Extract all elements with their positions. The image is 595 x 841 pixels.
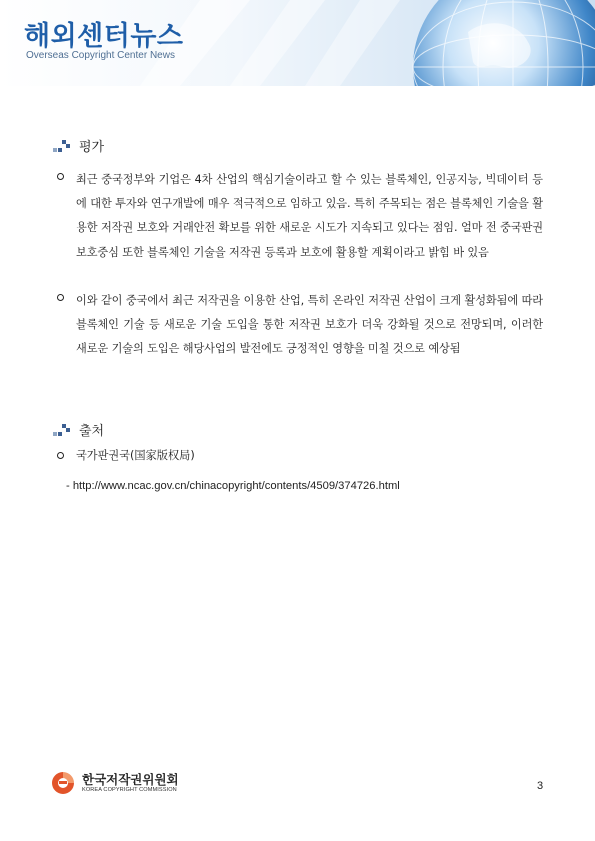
page-number: 3 bbox=[537, 780, 544, 792]
square-bullet-icon bbox=[53, 140, 70, 152]
banner-subtitle: Overseas Copyright Center News bbox=[26, 50, 175, 61]
org-name-ko: 한국저작권위원회 bbox=[82, 772, 179, 787]
circle-bullet-icon bbox=[57, 173, 64, 180]
banner-title: 해외센터뉴스 bbox=[24, 21, 184, 52]
bullet-text: 최근 중국정부와 기업은 4차 산업의 핵심기술이라고 할 수 있는 블록체인, 인공지능, 빅데이터 등에 대한 투자와 연구개발에 매우 적극적으로 임하고 있음. 특히 주목되는 점은 블록체인 기술을 활용한 저작권 보호와 거래안전 확보를 위한 새로운 시도가 지속되고 있다는 점임. 얼마 전 중국판권보호중심 또한 블록체인 기술을 저작권 등록과 보호에 활용할 계획이라고 밝힘 바 있음 bbox=[76, 173, 543, 259]
bullet-text: 이와 같이 중국에서 최근 저작권을 이용한 산업, 특히 온라인 저작권 산업이 크게 활성화됨에 따라 블록체인 기술 등 새로운 기술 도입을 통한 저작권 보호가 더욱 강화될 것으로 전망되며, 이러한 새로운 기술의 도입은 해당사업의 발전에도 긍정적인 영향을 미칠 것으로 예상됨 bbox=[76, 294, 543, 356]
list-item bbox=[57, 168, 543, 265]
section-title: 출처 bbox=[79, 424, 105, 439]
square-bullet-icon bbox=[53, 424, 70, 436]
list-item bbox=[57, 449, 543, 463]
commission-logo-icon bbox=[50, 770, 76, 796]
circle-bullet-icon bbox=[57, 452, 64, 459]
section-title: 평가 bbox=[79, 140, 105, 155]
list-item bbox=[57, 289, 543, 362]
section-heading-evaluation bbox=[53, 136, 104, 155]
globe-icon bbox=[408, 0, 595, 86]
source-link[interactable]: - http://www.ncac.gov.cn/chinacopyright/contents/4509/374726.html bbox=[66, 480, 400, 492]
source-name: 국가판권국(国家版权局) bbox=[76, 449, 195, 462]
org-name-en: KOREA COPYRIGHT COMMISSION bbox=[82, 787, 177, 793]
section-heading-source bbox=[53, 420, 104, 439]
footer-logo bbox=[50, 770, 179, 796]
header-banner bbox=[0, 0, 595, 86]
circle-bullet-icon bbox=[57, 294, 64, 301]
